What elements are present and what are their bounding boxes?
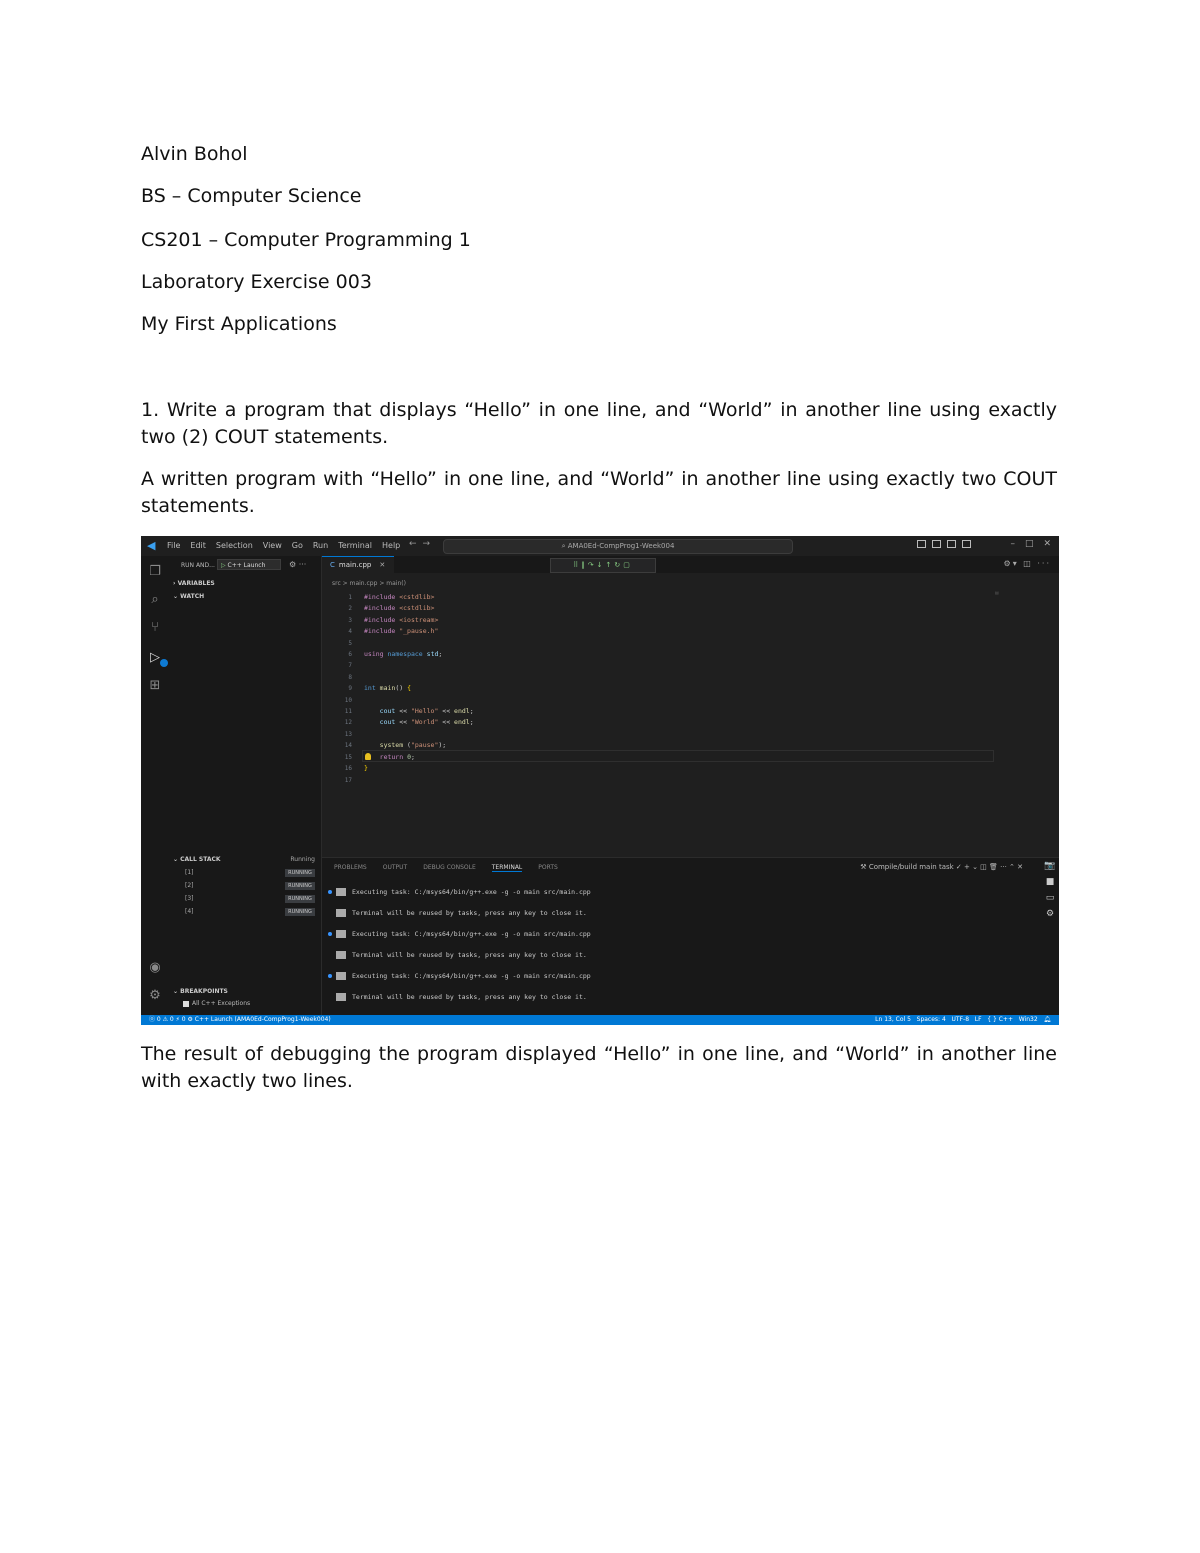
- panel-tabs: [334, 864, 558, 872]
- menu-help[interactable]: Help: [382, 541, 401, 550]
- task-dot-icon: [328, 974, 332, 978]
- task-marker-icon: [336, 993, 346, 1001]
- answer-text: A written program with “Hello” in one line, and “World” in another line using exactly two COUT statements.: [141, 468, 1057, 517]
- breakpoint-item[interactable]: All C++ Exceptions: [183, 1000, 250, 1007]
- thread-row[interactable]: [4]: [185, 908, 194, 915]
- thread-row[interactable]: [2]: [185, 882, 194, 889]
- menu-selection[interactable]: Selection: [215, 541, 253, 550]
- line-numbers: 1 2 3 4 5 6 7 8 9 10 11 12 13 14 15 16 17: [344, 594, 352, 784]
- status-left[interactable]: ⓪ 0 ⚠ 0 ⚡ 0 ⚙ C++ Launch (AMA0Ed-CompProg1-Week004): [149, 1016, 331, 1023]
- indentation[interactable]: Spaces: 4: [916, 1016, 946, 1023]
- question-text: 1. Write a program that displays “Hello” in one line, and “World” in another line using exactly two (2) COUT statements.: [141, 399, 1057, 448]
- maximize-icon[interactable]: □: [1024, 539, 1034, 549]
- bottom-panel: [322, 857, 1059, 1016]
- run-config-select[interactable]: ▷ C++ Launch: [217, 559, 281, 570]
- terminal-line: Terminal will be reused by tasks, press any key to close it.: [328, 993, 587, 1001]
- extensions-icon[interactable]: ⊞: [149, 678, 161, 693]
- platform[interactable]: Win32: [1018, 1016, 1038, 1023]
- thread-state-badge: RUNNING: [285, 882, 315, 890]
- run-debug-icon[interactable]: ▷: [147, 650, 163, 666]
- language-mode[interactable]: { } C++: [987, 1016, 1013, 1023]
- task-marker-icon: [336, 930, 346, 938]
- activity-bar: [141, 556, 169, 1015]
- tab-ports[interactable]: PORTS: [538, 864, 558, 871]
- task-marker-icon: [336, 951, 346, 959]
- minimize-icon[interactable]: –: [1010, 539, 1015, 549]
- tab-terminal[interactable]: TERMINAL: [491, 864, 523, 871]
- thread-row[interactable]: [3]: [185, 895, 194, 902]
- terminal-line: Terminal will be reused by tasks, press any key to close it.: [328, 909, 587, 917]
- terminal-line: Executing task: C:/msys64/bin/g++.exe -g -o main src/main.cpp: [328, 972, 591, 980]
- title-bar: [141, 536, 1059, 556]
- task-marker-icon: [336, 909, 346, 917]
- search-icon: ⌕: [561, 542, 568, 550]
- nav-arrows-icon[interactable]: ←→: [409, 539, 437, 549]
- watch-section[interactable]: ⌄ WATCH: [173, 593, 205, 600]
- command-center[interactable]: [443, 539, 793, 554]
- line-ending[interactable]: LF: [974, 1016, 982, 1023]
- folder-icon[interactable]: ▭: [1045, 893, 1055, 903]
- tab-main-cpp[interactable]: C main.cpp ✕: [322, 556, 394, 573]
- call-stack-state: Running: [290, 856, 315, 863]
- toggle-sidebar-icon[interactable]: [917, 540, 926, 548]
- account-icon[interactable]: ◉: [149, 960, 161, 975]
- tab-problems[interactable]: PROBLEMS: [334, 864, 367, 871]
- task-dot-icon: [328, 932, 332, 936]
- debug-badge: [160, 659, 168, 667]
- course-title: CS201 – Computer Programming 1: [141, 229, 471, 251]
- task-icon: ⚒: [860, 863, 869, 871]
- breakpoints-section[interactable]: ⌄ BREAKPOINTS: [173, 988, 228, 995]
- minimap[interactable]: ▤: [995, 590, 999, 595]
- status-bar: [141, 1015, 1059, 1025]
- settings-gear-icon[interactable]: ⚙: [149, 988, 161, 1003]
- tab-debug-console[interactable]: DEBUG CONSOLE: [423, 864, 476, 871]
- vscode-screenshot: [141, 536, 1059, 1025]
- menu-bar: [167, 540, 400, 552]
- sidebar-header: RUN AND...: [181, 562, 215, 569]
- terminal-line: Executing task: C:/msys64/bin/g++.exe -g -o main src/main.cpp: [328, 930, 591, 938]
- thread-row[interactable]: [1]: [185, 869, 194, 876]
- task-marker-icon: [336, 972, 346, 980]
- menu-go[interactable]: Go: [291, 541, 303, 550]
- menu-view[interactable]: View: [262, 541, 282, 550]
- result-caption: The result of debugging the program displayed “Hello” in one line, and “World” in another line with exactly two lines.: [141, 1043, 1057, 1092]
- customize-layout-icon[interactable]: [962, 540, 971, 548]
- menu-run[interactable]: Run: [312, 541, 329, 550]
- command-center-label: AMA0Ed-CompProg1-Week004: [567, 542, 675, 550]
- student-name: Alvin Bohol: [141, 143, 248, 165]
- cpp-file-icon: C: [330, 561, 335, 569]
- run-debug-sidebar: [169, 556, 322, 1015]
- thread-state-badge: RUNNING: [285, 895, 315, 903]
- vscode-logo-icon: ◀: [147, 539, 156, 552]
- call-stack-section[interactable]: ⌄ CALL STACK: [173, 856, 221, 863]
- tab-output[interactable]: OUTPUT: [382, 864, 408, 871]
- document-title: My First Applications: [141, 313, 337, 335]
- editor-actions-icon[interactable]: ⚙▾ ◫ ···: [1003, 559, 1051, 568]
- search-icon[interactable]: ⌕: [151, 592, 159, 607]
- window-controls: [1010, 539, 1051, 549]
- screenshot-tools-sidebar: [1043, 858, 1057, 958]
- code-editor: [322, 556, 1059, 857]
- video-icon[interactable]: ■: [1045, 877, 1055, 887]
- status-right: [875, 1015, 1051, 1025]
- debug-toolbar[interactable]: ⠿‖↷↓↑↻▢: [550, 558, 656, 573]
- source-code[interactable]: #include <cstdlib> #include <cstdlib> #include <iostream> #include "_pause.h" using namespace std; int main() { cout << "Hello" << endl; cout << "World" << endl; system ("pause"); return 0; }: [364, 593, 474, 773]
- layout-controls: [917, 540, 971, 548]
- menu-edit[interactable]: Edit: [190, 541, 206, 550]
- close-tab-icon[interactable]: ✕: [379, 561, 386, 569]
- exercise-title: Laboratory Exercise 003: [141, 271, 372, 293]
- encoding[interactable]: UTF-8: [951, 1016, 970, 1023]
- explorer-icon[interactable]: ❐: [149, 564, 161, 579]
- notifications-bell-icon[interactable]: 🔔︎: [1043, 1016, 1051, 1023]
- terminal-toolbar[interactable]: ⚒ Compile/build main task ✓ + ⌄ ◫ 🗑 ··· ⌃ ✕: [860, 863, 1023, 871]
- camera-icon[interactable]: 📷: [1044, 861, 1056, 871]
- variables-section[interactable]: › VARIABLES: [173, 580, 215, 587]
- degree-program: BS – Computer Science: [141, 185, 362, 207]
- cursor-position[interactable]: Ln 13, Col 5: [875, 1016, 911, 1023]
- editor-tab-bar: [322, 556, 1059, 573]
- source-control-icon[interactable]: ⑂: [151, 620, 159, 635]
- checkbox-icon[interactable]: [183, 1001, 189, 1007]
- thread-state-badge: RUNNING: [285, 908, 315, 916]
- breadcrumb[interactable]: src > main.cpp > main(): [332, 580, 406, 587]
- task-marker-icon: [336, 888, 346, 896]
- terminal-line: Executing task: C:/msys64/bin/g++.exe -g -o main src/main.cpp: [328, 888, 591, 896]
- task-dot-icon: [328, 890, 332, 894]
- gear-icon[interactable]: ⚙: [1045, 909, 1055, 919]
- close-icon[interactable]: ✕: [1043, 539, 1051, 549]
- open-launch-json-icon[interactable]: ⚙ ···: [289, 560, 307, 569]
- menu-terminal[interactable]: Terminal: [338, 541, 372, 550]
- toggle-panel-icon[interactable]: [932, 540, 941, 548]
- thread-state-badge: RUNNING: [285, 869, 315, 877]
- toggle-secondary-sidebar-icon[interactable]: [947, 540, 956, 548]
- menu-file[interactable]: File: [167, 541, 181, 550]
- terminal-line: Terminal will be reused by tasks, press any key to close it.: [328, 951, 587, 959]
